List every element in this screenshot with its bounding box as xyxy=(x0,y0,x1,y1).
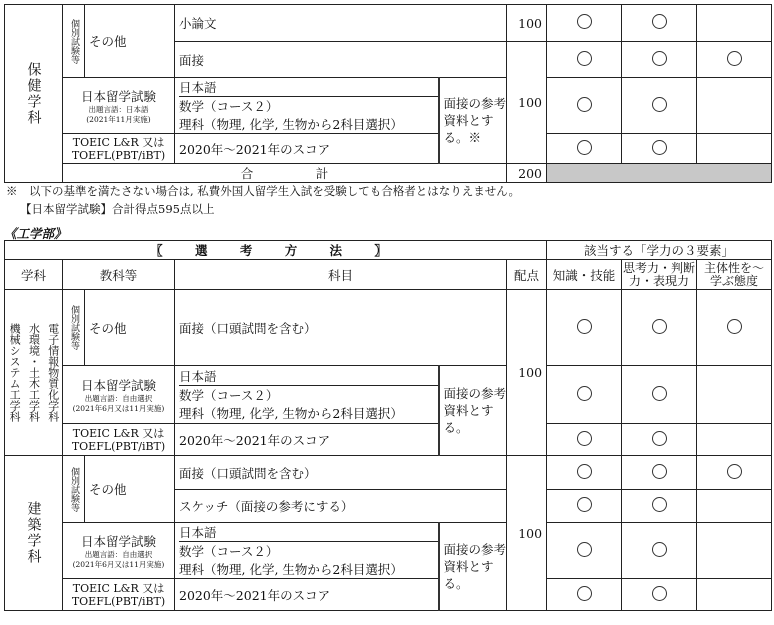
h-kamoku: 科目 xyxy=(175,260,507,290)
mark-cell xyxy=(697,523,772,579)
mark-cell xyxy=(697,42,772,78)
subject-cell: スケッチ（面接の参考にする） xyxy=(175,490,507,523)
h-k2-line: 力・表現力 xyxy=(629,273,690,288)
points-cell xyxy=(507,42,547,164)
circle-mark xyxy=(577,319,592,334)
engineering-table xyxy=(4,240,772,611)
mark-cell xyxy=(622,424,697,456)
points-cell: 100 xyxy=(507,456,547,611)
circle-mark xyxy=(652,431,667,446)
mark-cell xyxy=(547,290,622,366)
mark-cell xyxy=(547,490,622,523)
total-gray-cell xyxy=(547,164,772,183)
eju-note: (2021年6月又は11月実施) xyxy=(72,559,165,569)
mark-cell xyxy=(547,579,622,611)
indiv-label: 個別試験等 xyxy=(69,18,79,64)
circle-mark xyxy=(652,140,667,155)
mark-cell xyxy=(622,134,697,164)
circle-mark xyxy=(727,51,742,66)
h-k2-line: 思考力・判断 xyxy=(623,260,696,275)
eju-subject: 日本語 xyxy=(179,523,438,542)
mark-cell xyxy=(622,42,697,78)
circle-mark xyxy=(652,586,667,601)
method-header xyxy=(5,241,547,260)
circle-mark xyxy=(577,140,592,155)
circle-mark xyxy=(577,497,592,512)
faculty-label: 建築学科 xyxy=(25,501,42,565)
eju-title: 日本留学試験 xyxy=(80,377,156,393)
eju-cell xyxy=(63,523,175,579)
points-value: 100 xyxy=(518,95,543,110)
eju-subject: 理科（物理, 化学, 生物から2科目選択） xyxy=(179,117,403,132)
h-kyouka: 教科等 xyxy=(63,260,175,290)
other-label: その他 xyxy=(85,456,175,523)
circle-mark xyxy=(652,497,667,512)
toeic-subject: 2020年～2021年のスコア xyxy=(175,579,439,611)
eju-note: (2021年6月又は11月実施) xyxy=(72,403,165,413)
circle-mark xyxy=(577,51,592,66)
points-cell: 100 xyxy=(507,290,547,456)
circle-mark xyxy=(577,542,592,557)
mark-cell xyxy=(697,579,772,611)
indiv-label: 個別試験等 xyxy=(69,466,79,512)
eju-title: 日本留学試験 xyxy=(80,88,156,104)
eju-subject: 日本語 xyxy=(179,78,438,97)
mark-cell xyxy=(547,134,622,164)
mark-cell xyxy=(622,579,697,611)
bracket-note: 面接の参考資料とする。 xyxy=(439,366,507,456)
eju-subjects xyxy=(175,78,439,134)
h-k3 xyxy=(697,260,772,290)
points-cell: 100 xyxy=(507,5,547,42)
h-k2 xyxy=(622,260,697,290)
toeic-title: TOEFL(PBT/iBT) xyxy=(71,148,166,162)
mark-cell xyxy=(547,424,622,456)
method-title: 〖 選 考 方 法 〗 xyxy=(150,243,401,258)
h-gakka: 学科 xyxy=(5,260,63,290)
mark-cell xyxy=(622,5,697,42)
circle-mark xyxy=(652,14,667,29)
mark-cell xyxy=(697,134,772,164)
mark-cell xyxy=(547,456,622,490)
subject-cell: 面接（口頭試問を含む） xyxy=(175,456,507,490)
mark-cell xyxy=(697,78,772,134)
faculty-cell xyxy=(5,456,63,611)
circle-mark xyxy=(652,464,667,479)
mark-cell xyxy=(697,366,772,424)
subject-cell: 面接 xyxy=(175,42,507,78)
eju-subject: 数学（コース２） xyxy=(179,388,279,403)
circle-mark xyxy=(577,431,592,446)
circle-mark xyxy=(652,97,667,112)
indiv-cell xyxy=(63,290,85,366)
mark-cell xyxy=(622,366,697,424)
circle-mark xyxy=(727,319,742,334)
health-table xyxy=(4,4,772,183)
circle-mark xyxy=(577,97,592,112)
toeic-title: TOEFL(PBT/iBT) xyxy=(71,594,166,608)
mark-cell xyxy=(697,290,772,366)
subject-cell: 小論文 xyxy=(175,5,507,42)
circle-mark xyxy=(727,464,742,479)
three-elements-header: 該当する「学力の３要素」 xyxy=(547,241,772,260)
toeic-title: TOEIC L&R 又は xyxy=(72,426,165,440)
mark-cell xyxy=(697,424,772,456)
mark-cell xyxy=(697,5,772,42)
circle-mark xyxy=(577,386,592,401)
eju-subject: 理科（物理, 化学, 生物から2科目選択） xyxy=(179,562,403,577)
faculty-cell xyxy=(5,5,63,183)
other-label: その他 xyxy=(85,5,175,78)
indiv-label: 個別試験等 xyxy=(69,305,79,350)
toeic-cell xyxy=(63,134,175,164)
eju-note: 出題言語：日本語 xyxy=(88,104,149,114)
circle-mark xyxy=(577,464,592,479)
toeic-cell xyxy=(63,579,175,611)
toeic-subject: 2020年～2021年のスコア xyxy=(175,424,439,456)
mark-cell xyxy=(547,78,622,134)
bracket-note: 面接の参考資料とする。 xyxy=(439,523,507,611)
h-haiten: 配点 xyxy=(507,260,547,290)
toeic-cell xyxy=(63,424,175,456)
indiv-cell xyxy=(63,456,85,523)
eju-subject: 数学（コース２） xyxy=(179,99,279,114)
mark-cell xyxy=(547,42,622,78)
mark-cell xyxy=(547,523,622,579)
toeic-subject: 2020年～2021年のスコア xyxy=(175,134,439,164)
eju-subject: 日本語 xyxy=(179,367,438,386)
dept-name: 機械システム工学科 xyxy=(8,323,22,422)
eju-note: 出題言語：自由選択 xyxy=(84,393,153,403)
note-line: 【日本留学試験】合計得点595点以上 xyxy=(20,202,215,216)
indiv-cell xyxy=(63,5,85,78)
eju-note: 出題言語：自由選択 xyxy=(84,549,153,559)
mark-cell xyxy=(697,456,772,490)
mark-cell xyxy=(622,456,697,490)
subject-cell: 面接（口頭試問を含む） xyxy=(175,290,507,366)
other-label: その他 xyxy=(85,290,175,366)
eju-subject: 理科（物理, 化学, 生物から2科目選択） xyxy=(179,406,403,421)
mark-cell xyxy=(697,490,772,523)
mark-cell xyxy=(622,290,697,366)
eju-title: 日本留学試験 xyxy=(80,533,156,549)
eju-subjects xyxy=(175,523,439,579)
h-k3-line: 主体性を～ xyxy=(704,260,765,275)
eju-cell xyxy=(63,78,175,134)
note-line: ※ 以下の基準を満たさない場合は, 私費外国人留学生入試を受験しても合格者とはなりえません。 xyxy=(6,184,520,198)
circle-mark xyxy=(652,386,667,401)
mark-cell xyxy=(622,523,697,579)
circle-mark xyxy=(577,586,592,601)
dept-name: 水環境・土木工学科 xyxy=(27,323,41,422)
total-label: 合 計 xyxy=(63,164,507,183)
dept-cell xyxy=(5,290,63,456)
mark-cell xyxy=(622,78,697,134)
dept-name: 電子情報物質化学科 xyxy=(46,323,60,422)
eju-subject: 数学（コース２） xyxy=(179,544,279,559)
eju-note: (2021年11月実施) xyxy=(86,114,151,124)
circle-mark xyxy=(652,51,667,66)
h-k1: 知識・技能 xyxy=(547,260,622,290)
mark-cell xyxy=(547,5,622,42)
toeic-title: TOEFL(PBT/iBT) xyxy=(71,439,166,453)
faculty-label: 保健学科 xyxy=(25,61,42,126)
eju-cell xyxy=(63,366,175,424)
total-points: 200 xyxy=(507,164,547,183)
mark-cell xyxy=(547,366,622,424)
circle-mark xyxy=(652,542,667,557)
circle-mark xyxy=(577,14,592,29)
bracket-note: 面接の参考資料とする。※ xyxy=(439,78,507,164)
toeic-title: TOEIC L&R 又は xyxy=(72,581,165,595)
h-k3-line: 学ぶ態度 xyxy=(710,273,759,288)
mark-cell xyxy=(622,490,697,523)
toeic-title: TOEIC L&R 又は xyxy=(72,135,165,149)
eju-subjects xyxy=(175,366,439,424)
circle-mark xyxy=(652,319,667,334)
section-title: 《工学部》 xyxy=(4,226,67,241)
